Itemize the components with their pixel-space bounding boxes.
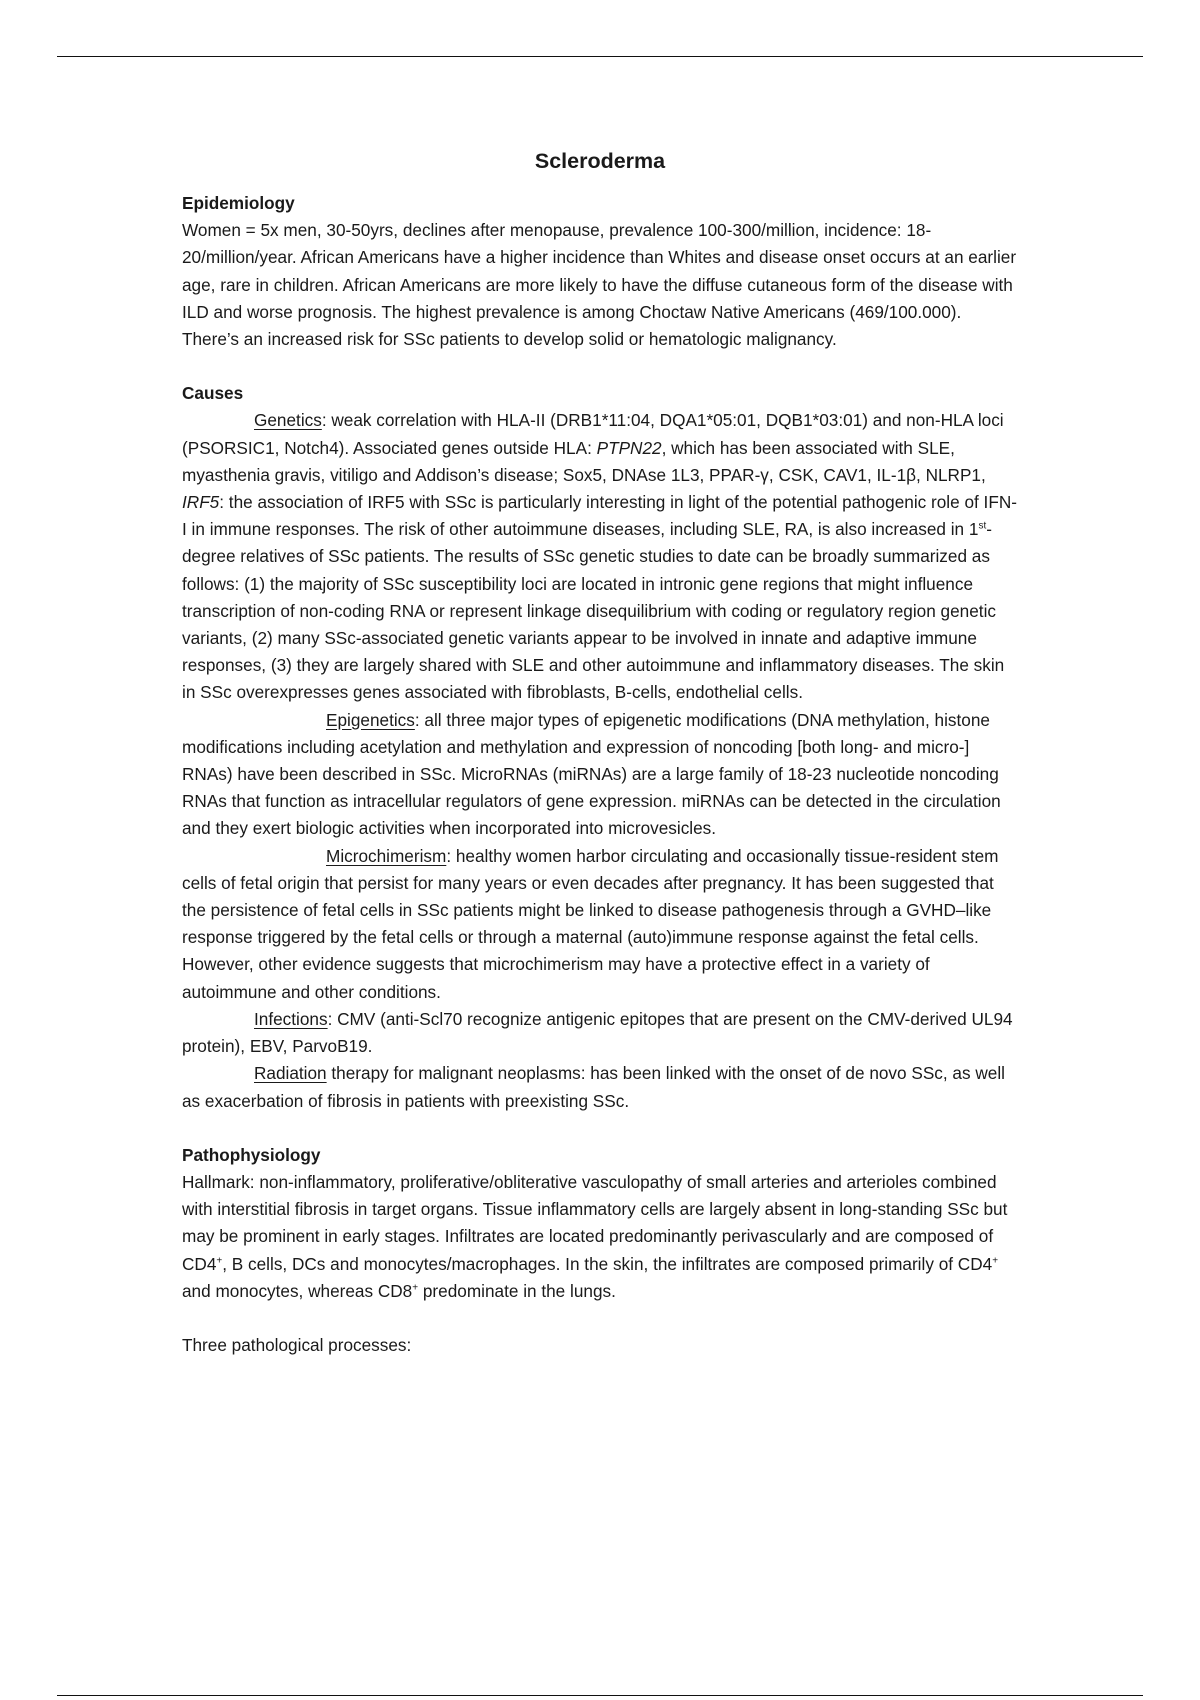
pathophysiology-text-3: and monocytes, whereas CD8	[182, 1280, 413, 1301]
genetics-paragraph	[182, 407, 1018, 706]
pathophysiology-text	[182, 1169, 1018, 1305]
genetics-gene-irf5: IRF5	[182, 492, 220, 513]
genetics-gene-ptpn22: PTPN22	[596, 437, 662, 458]
infections-text: : CMV (anti-Scl70 recognize antigenic epitopes that are present on the CMV-derived UL94 protein), EBV, ParvoB19.	[182, 1008, 1013, 1057]
epigenetics-text: : all three major types of epigenetic modifications (DNA methylation, histone modifications including acetylation and methylation and expression of noncoding [both long- and micro-] RNAs) have been described in SSc. MicroRNAs (miRNAs) are a large family of 18-23 nucleotide noncoding RNAs that function as intracellular regulators of gene expression. miRNAs can be detected in the circulation and they exert biologic activities when incorporated into microvesicles.	[182, 709, 1001, 839]
microchimerism-paragraph	[182, 843, 1018, 1006]
header-rule	[57, 56, 1143, 57]
document-body	[182, 146, 1018, 1386]
genetics-superscript: st	[978, 520, 987, 532]
epidemiology-section	[182, 190, 1018, 353]
pathological-processes-text: Three pathological processes:	[182, 1334, 412, 1355]
page-title: Scleroderma	[534, 149, 666, 173]
pathophysiology-text-4: predominate in the lungs.	[418, 1280, 616, 1301]
epidemiology-heading: Epidemiology	[182, 193, 295, 213]
pathophysiology-text-1: Hallmark: non-inflammatory, proliferative/obliterative vasculopathy of small arteries and arterioles combined with interstitial fibrosis in target organs. Tissue inflammatory cells are largely absent in long-standing SSc but may be prominent in early stages. Infiltrates are located predominantly perivascularly and are composed of CD4	[182, 1171, 1008, 1274]
cd4-superscript-2: +	[992, 1254, 999, 1266]
epigenetics-paragraph	[182, 707, 1018, 843]
cd8-superscript: +	[412, 1281, 419, 1293]
microchimerism-term: Microchimerism	[326, 845, 447, 866]
pathophysiology-section	[182, 1142, 1018, 1359]
radiation-term: Radiation	[254, 1063, 327, 1084]
pathophysiology-text-2: , B cells, DCs and monocytes/macrophages. In the skin, the infiltrates are composed primarily of CD4	[222, 1253, 993, 1274]
microchimerism-text: : healthy women harbor circulating and occasionally tissue-resident stem cells of fetal origin that persist for many years or even decades after pregnancy. It has been suggested that the persistence of fetal cells in SSc patients might be linked to disease pathogenesis through a GVHD–like response triggered by the fetal cells or through a maternal (auto)immune response against the fetal cells. However, other evidence suggests that microchimerism may have a protective effect in a variety of autoimmune and other conditions.	[182, 845, 999, 1002]
radiation-text: therapy for malignant neoplasms: has been linked with the onset of de novo SSc, as well as exacerbation of fibrosis in patients with preexisting SSc.	[182, 1063, 1005, 1111]
infections-term: Infections	[254, 1008, 328, 1029]
radiation-paragraph	[182, 1060, 1018, 1114]
footer-rule	[57, 1695, 1143, 1696]
epigenetics-term: Epigenetics	[326, 709, 415, 730]
pathophysiology-heading: Pathophysiology	[182, 1144, 321, 1165]
genetics-text-4: -degree relatives of SSc patients. The results of SSc genetic studies to date can be broadly summarized as follows: (1) the majority of SSc susceptibility loci are located in intronic gene regions that might influence transcription of non-coding RNA or represent linkage disequilibrium with coding or regulatory region genetic variants, (2) many SSc-associated genetic variants appear to be involved in innate and adaptive immune responses, (3) they are largely shared with SLE and other autoimmune and inflammatory diseases. The skin in SSc overexpresses genes associated with fibroblasts, B-cells, endothelial cells.	[182, 519, 1005, 703]
genetics-text-2: , which has been associated with SLE, myasthenia gravis, vitiligo and Addison’s disease; Sox5, DNAse 1L3, PPAR-γ, CSK, CAV1, IL-1β, NLRP1,	[182, 437, 986, 485]
causes-section	[182, 380, 1018, 1114]
genetics-text-3: : the association of IRF5 with SSc is particularly interesting in light of the potential pathogenic role of IFN-I in immune responses. The risk of other autoimmune diseases, including SLE, RA, is also increased in 1	[182, 492, 1017, 540]
epidemiology-text: Women = 5x men, 30-50yrs, declines after menopause, prevalence 100-300/million, incidence: 18-20/million/year. African Americans have a higher incidence than Whites and disease onset occurs at an earlier age, rare in children. African Americans are more likely to have the diffuse cutaneous form of the disease with ILD and worse prognosis. The highest prevalence is among Choctaw Native Americans (469/100.000). There’s an increased risk for SSc patients to develop solid or hematologic malignancy.	[182, 220, 1017, 350]
causes-heading: Causes	[182, 383, 244, 404]
genetics-term: Genetics	[254, 410, 322, 431]
genetics-text-1: : weak correlation with HLA-II (DRB1*11:04, DQA1*05:01, DQB1*03:01) and non-HLA loci (PSORSIC1, Notch4). Associated genes outside HLA:	[182, 410, 1004, 458]
cd4-superscript-1: +	[216, 1254, 223, 1266]
infections-paragraph	[182, 1006, 1018, 1060]
